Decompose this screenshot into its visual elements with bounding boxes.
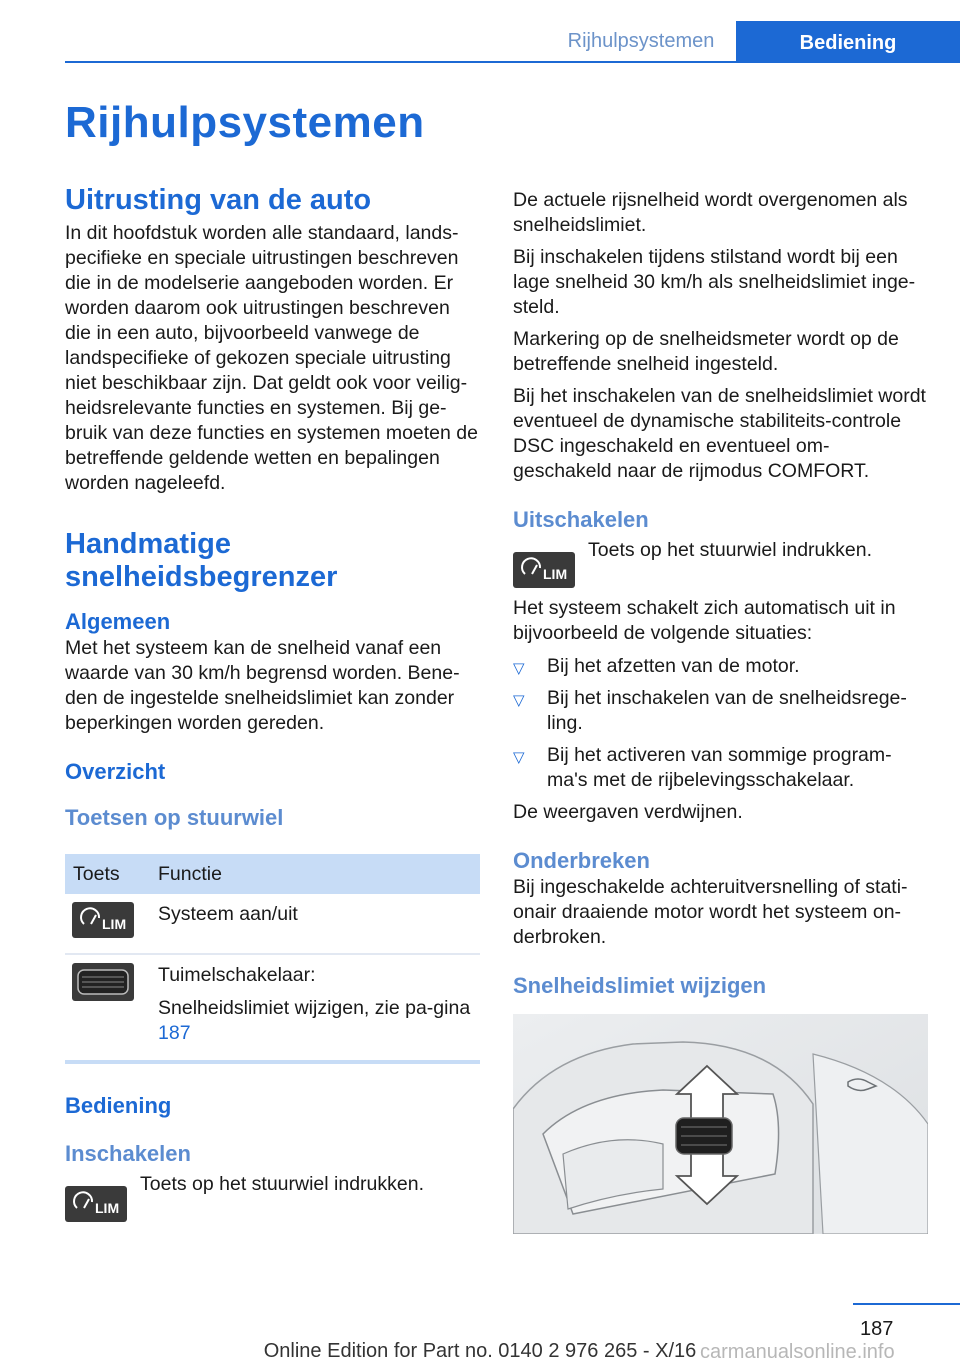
inschakelen-text: Toets op het stuurwiel indrukken. xyxy=(140,1173,424,1195)
triangle-bullet-icon: ▽ xyxy=(513,692,525,709)
list-item: ▽ Bij het inschakelen van de snelheidsrege-ling. xyxy=(513,687,907,734)
paragraph: De weergaven verdwijnen. xyxy=(513,801,743,823)
table-cell: Snelheidslimiet wijzigen, zie pa-gina xyxy=(158,997,471,1019)
keys-table xyxy=(65,854,480,1064)
uitschakelen-row xyxy=(513,538,927,588)
uitschakelen-text: Toets op het stuurwiel indrukken. xyxy=(588,539,872,561)
svg-text:LIM: LIM xyxy=(102,916,127,932)
header-section-label: Rijhulpsystemen xyxy=(567,30,715,52)
page-link[interactable]: 187 xyxy=(158,1022,191,1044)
paragraph: Bij inschakelen tijdens stilstand wordt bij een lage snelheid 30 km/h als snelheidslimiet inge-steld. xyxy=(513,246,916,318)
footer-rule xyxy=(853,1303,960,1305)
watermark: carmanualsonline.info xyxy=(700,1341,895,1363)
onderbreken-text: Bij ingeschakelde achteruitversnelling of stati-onair draaiende motor wordt het systeem on-derbroken. xyxy=(513,876,908,948)
lim-button-icon xyxy=(65,1186,127,1222)
heading-overzicht: Overzicht xyxy=(65,759,166,784)
heading-section-line2: snelheidsbegrenzer xyxy=(65,561,338,593)
svg-text:LIM: LIM xyxy=(543,566,568,582)
table-cell: Tuimelschakelaar: xyxy=(158,964,316,986)
left-column xyxy=(65,184,479,1216)
paragraph: Markering op de snelheidsmeter wordt op de betreffende snelheid ingesteld. xyxy=(513,328,899,375)
rocker-switch-icon xyxy=(72,963,134,1001)
inschakelen-row xyxy=(65,1172,479,1216)
page-title: Rijhulpsystemen xyxy=(65,98,425,147)
lim-button-icon xyxy=(513,552,575,588)
svg-text:LIM: LIM xyxy=(95,1200,120,1216)
algemeen-text: Met het systeem kan de snelheid vanaf een waarde van 30 km/h begrensd worden. Bene-den de ingestelde snelheidslimiet kan zonder beperkingen worden gereden. xyxy=(65,637,460,734)
steering-wheel-rocker-photo xyxy=(513,1014,928,1234)
uitrusting-text: In dit hoofdstuk worden alle standaard, lands-pecifieke en speciale uitrustingen beschreven die in de modelserie aangeboden worden. Er worden daarom ook uitrustingen beschreven die in een auto, bijvoorbeeld vanwege de landspecifieke of gekozen speciale uitrusting niet beschikbaar zijn. Dat geldt ook voor veilig-heidsrelevante functies en systemen. Bij ge-bruik van deze functies en systemen moeten de betreffende geldende wetten en bepalingen worden nageleefd. xyxy=(65,222,478,494)
heading-wijzigen: Snelheidslimiet wijzigen xyxy=(513,973,767,998)
right-column xyxy=(513,188,927,1234)
heading-uitrusting: Uitrusting van de auto xyxy=(65,184,372,216)
bullet-list xyxy=(513,654,927,793)
paragraph: Het systeem schakelt zich automatisch uit in bijvoorbeeld de volgende situaties: xyxy=(513,597,896,644)
lim-button-icon xyxy=(72,902,134,938)
paragraph: De actuele rijsnelheid wordt overgenomen als snelheidslimiet. xyxy=(513,189,908,236)
heading-onderbreken: Onderbreken xyxy=(513,848,650,873)
list-item: ▽ Bij het afzetten van de motor. xyxy=(513,654,927,679)
triangle-bullet-icon: ▽ xyxy=(513,660,525,677)
table-row xyxy=(65,894,480,954)
page-number: 187 xyxy=(860,1318,894,1340)
list-item: ▽ Bij het activeren van sommige program-ma's met de rijbelevingsschakelaar. xyxy=(513,744,892,791)
heading-bediening: Bediening xyxy=(65,1093,172,1118)
heading-uitschakelen: Uitschakelen xyxy=(513,507,649,532)
heading-section-line1: Handmatige xyxy=(65,528,231,560)
heading-toetsen: Toetsen op stuurwiel xyxy=(65,805,284,830)
edition-note: Online Edition for Part no. 0140 2 976 265 - X/16 xyxy=(263,1340,697,1362)
table-row xyxy=(65,954,480,1062)
paragraph: Bij het inschakelen van de snelheidslimiet wordt eventueel de dynamische stabiliteits-controle DSC ingeschakeld en eventueel om-geschakeld naar de rijmodus COMFORT. xyxy=(513,385,926,482)
triangle-bullet-icon: ▽ xyxy=(513,749,525,766)
table-header-functie: Functie xyxy=(150,854,480,894)
heading-inschakelen: Inschakelen xyxy=(65,1141,191,1166)
table-cell: Systeem aan/uit xyxy=(150,894,480,954)
table-header-toets: Toets xyxy=(65,854,150,894)
header-tab-active: Bediening xyxy=(736,21,960,63)
heading-algemeen: Algemeen xyxy=(65,609,171,634)
